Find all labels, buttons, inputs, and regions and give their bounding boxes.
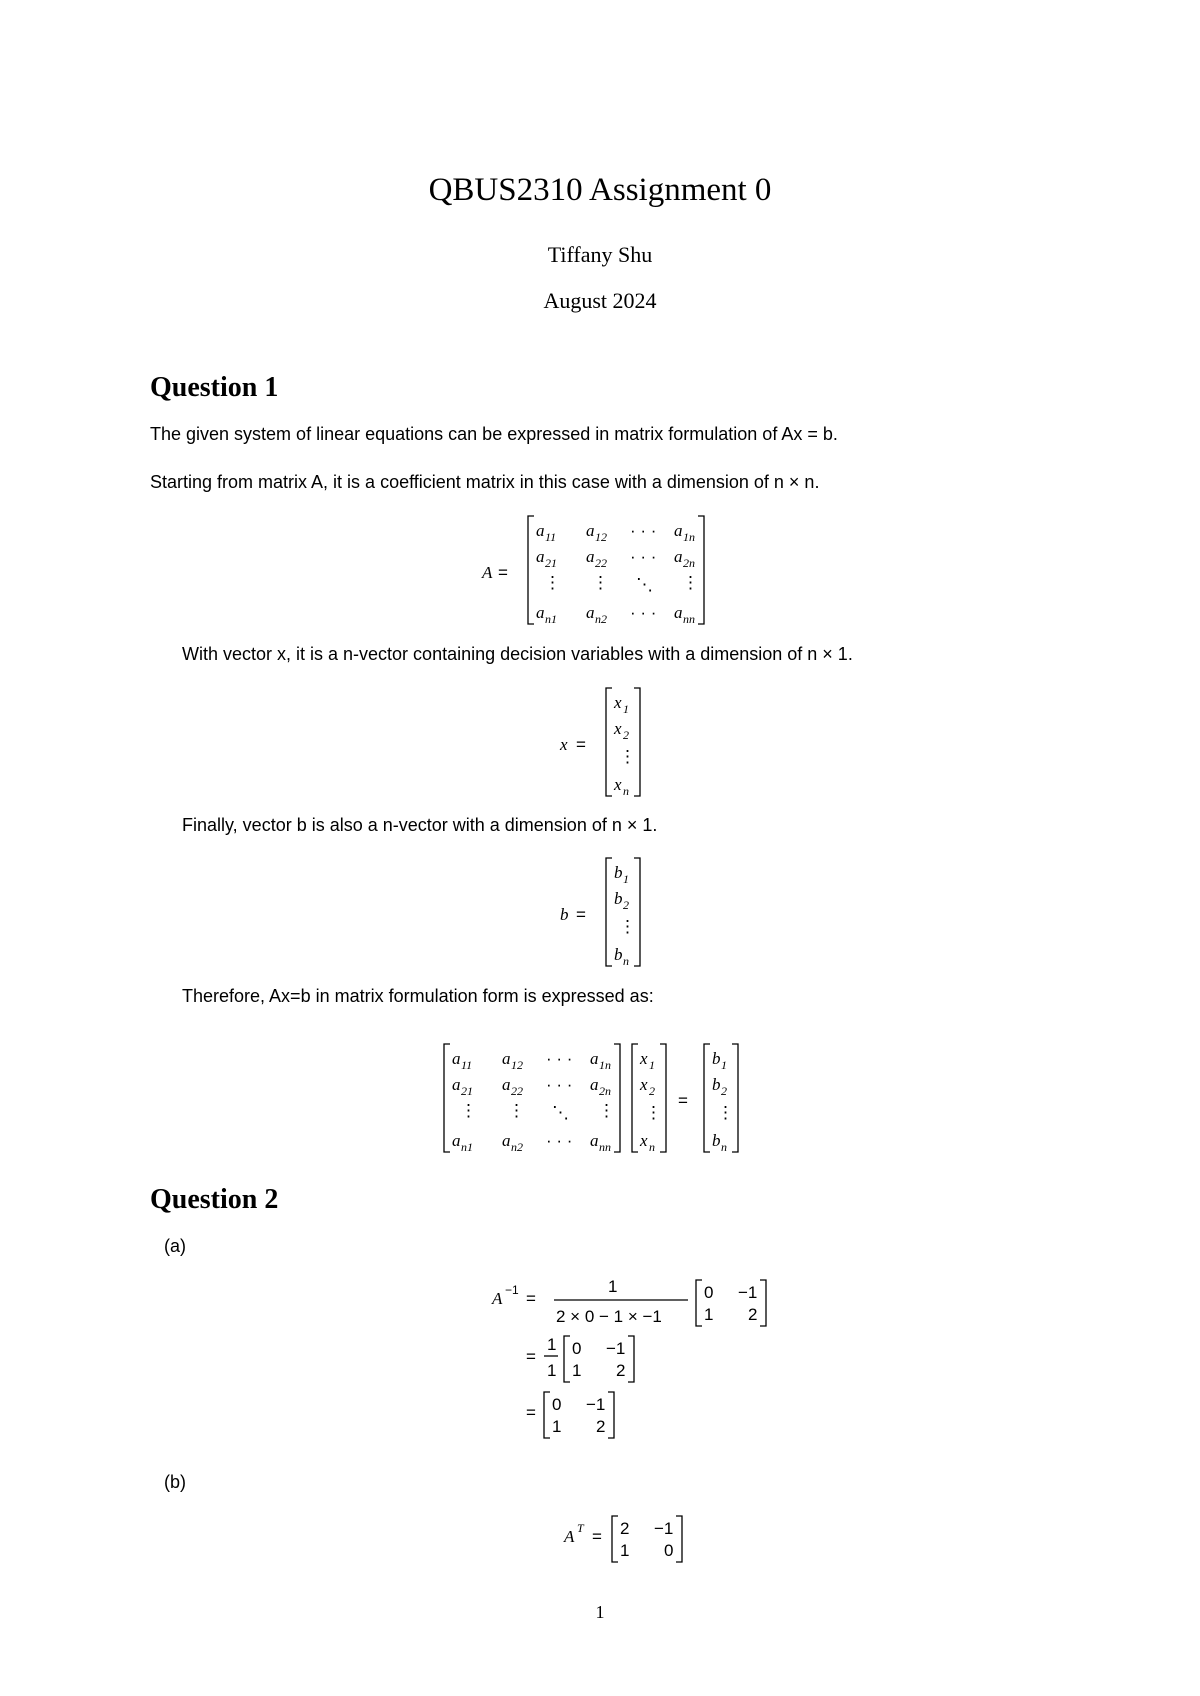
q1-paragraph-2: Starting from matrix A, it is a coefficient matrix in this case with a dimension of n × n. [150, 472, 820, 492]
svg-text:a: a [590, 1075, 599, 1094]
svg-text:2: 2 [623, 728, 629, 742]
transpose-cell: 0 [664, 1541, 674, 1560]
svg-text:⋮: ⋮ [717, 1103, 734, 1122]
svg-text:⋱: ⋱ [552, 1103, 569, 1122]
svg-text:· · ·: · · · [630, 603, 657, 622]
svg-text:12: 12 [511, 1058, 523, 1072]
svg-text:1: 1 [721, 1058, 727, 1072]
svg-text:=: = [592, 1527, 602, 1546]
svg-text:n: n [623, 784, 629, 798]
inv-cell: −1 [738, 1283, 758, 1302]
svg-text:21: 21 [461, 1084, 473, 1098]
svg-text:a: a [502, 1075, 511, 1094]
svg-text:· · ·: · · · [546, 1131, 573, 1150]
inverse-equation [490, 1270, 790, 1450]
svg-text:a: a [586, 547, 595, 566]
svg-text:11: 11 [545, 530, 557, 544]
svg-text:=: = [526, 1403, 536, 1422]
svg-text:21: 21 [545, 556, 557, 570]
inv-cell: 2 [596, 1417, 606, 1436]
vector-b-equation [556, 854, 656, 974]
inv-cell: −1 [606, 1339, 626, 1358]
svg-text:11: 11 [461, 1058, 473, 1072]
svg-text:1: 1 [623, 872, 629, 886]
svg-text:=: = [576, 905, 586, 924]
inv-cell: 0 [572, 1339, 582, 1358]
q2-part-b-label: (b) [164, 1472, 186, 1492]
svg-text:x: x [640, 1131, 648, 1150]
svg-text:a: a [536, 603, 545, 622]
vector-x-equation [556, 684, 656, 804]
q1-paragraph-1: The given system of linear equations can be expressed in matrix formulation of Ax = b. [150, 424, 838, 444]
svg-text:⋮: ⋮ [460, 1101, 477, 1120]
inv-cell: 0 [552, 1395, 562, 1414]
svg-text:x: x [614, 775, 622, 794]
matrix-a-equation [478, 512, 738, 632]
document-title: QBUS2310 Assignment 0 [428, 172, 772, 208]
svg-text:⋮: ⋮ [682, 573, 699, 592]
svg-text:n1: n1 [545, 612, 557, 626]
svg-text:22: 22 [595, 556, 607, 570]
svg-text:· · ·: · · · [630, 521, 657, 540]
transpose-cell: 1 [620, 1541, 630, 1560]
svg-text:T: T [577, 1521, 584, 1535]
ax-equals-b-equation [440, 1040, 780, 1160]
svg-text:a: a [586, 521, 595, 540]
svg-text:A: A [492, 1289, 503, 1308]
svg-text:nn: nn [683, 612, 695, 626]
svg-text:n: n [649, 1140, 655, 1154]
svg-text:nn: nn [599, 1140, 611, 1154]
svg-text:12: 12 [595, 530, 607, 544]
svg-text:a: a [452, 1049, 461, 1068]
svg-text:x: x [614, 719, 622, 738]
inverse-denominator: 2 × 0 − 1 × −1 [556, 1307, 662, 1326]
question-1-heading: Question 1 [150, 372, 279, 403]
question-2-heading: Question 2 [150, 1184, 279, 1215]
svg-text:a: a [590, 1131, 599, 1150]
inv-cell: 1 [572, 1361, 582, 1380]
svg-text:=: = [526, 1347, 536, 1366]
svg-text:x: x [614, 693, 622, 712]
svg-text:· · ·: · · · [630, 547, 657, 566]
svg-text:a: a [590, 1049, 599, 1068]
svg-text:n: n [623, 954, 629, 968]
svg-text:a: a [452, 1131, 461, 1150]
inv-cell: 1 [704, 1305, 714, 1324]
page-number: 1 [595, 1602, 605, 1622]
svg-text:1: 1 [547, 1335, 557, 1354]
svg-text:−1: −1 [505, 1283, 519, 1297]
svg-text:a: a [536, 521, 545, 540]
svg-text:a: a [674, 603, 683, 622]
svg-text:b: b [614, 863, 623, 882]
svg-text:1: 1 [547, 1361, 557, 1380]
inv-cell: 2 [616, 1361, 626, 1380]
svg-text:b: b [614, 945, 623, 964]
svg-text:a: a [452, 1075, 461, 1094]
svg-text:n2: n2 [595, 612, 607, 626]
svg-text:2: 2 [721, 1084, 727, 1098]
svg-text:⋮: ⋮ [619, 747, 636, 766]
svg-text:b: b [614, 889, 623, 908]
svg-text:a: a [502, 1131, 511, 1150]
svg-text:a: a [502, 1049, 511, 1068]
svg-text:b: b [712, 1049, 721, 1068]
svg-text:2: 2 [649, 1084, 655, 1098]
svg-text:a: a [674, 521, 683, 540]
document-date: August 2024 [543, 288, 657, 313]
inv-cell: −1 [586, 1395, 606, 1414]
q2-part-a-label: (a) [164, 1236, 186, 1256]
svg-text:⋱: ⋱ [636, 575, 653, 594]
svg-text:1: 1 [608, 1277, 618, 1296]
svg-text:=: = [526, 1289, 536, 1308]
svg-text:a: a [674, 547, 683, 566]
svg-text:1: 1 [623, 702, 629, 716]
svg-text:⋮: ⋮ [645, 1103, 662, 1122]
document-author: Tiffany Shu [547, 242, 653, 267]
svg-text:b: b [712, 1131, 721, 1150]
svg-text:⋮: ⋮ [592, 573, 609, 592]
svg-text:2: 2 [623, 898, 629, 912]
svg-text:2n: 2n [599, 1084, 611, 1098]
q1-paragraph-5: Therefore, Ax=b in matrix formulation form is expressed as: [182, 986, 654, 1006]
svg-text:⋮: ⋮ [508, 1101, 525, 1120]
svg-text:1n: 1n [599, 1058, 611, 1072]
svg-text:2n: 2n [683, 556, 695, 570]
transpose-cell: −1 [654, 1519, 674, 1538]
svg-text:x: x [640, 1075, 648, 1094]
transpose-cell: 2 [620, 1519, 630, 1538]
svg-text:=: = [498, 563, 508, 582]
svg-text:=: = [678, 1091, 688, 1110]
svg-text:x: x [640, 1049, 648, 1068]
svg-text:⋮: ⋮ [598, 1101, 615, 1120]
svg-text:· · ·: · · · [546, 1049, 573, 1068]
svg-text:x: x [560, 735, 568, 754]
svg-text:⋮: ⋮ [619, 917, 636, 936]
svg-text:1: 1 [649, 1058, 655, 1072]
svg-text:⋮: ⋮ [544, 573, 561, 592]
svg-text:b: b [712, 1075, 721, 1094]
q1-paragraph-4: Finally, vector b is also a n-vector with a dimension of n × 1. [182, 815, 658, 835]
svg-text:1n: 1n [683, 530, 695, 544]
inv-cell: 1 [552, 1417, 562, 1436]
svg-text:n1: n1 [461, 1140, 473, 1154]
svg-text:A: A [482, 563, 493, 582]
svg-text:n: n [721, 1140, 727, 1154]
svg-text:22: 22 [511, 1084, 523, 1098]
svg-text:a: a [536, 547, 545, 566]
inv-cell: 0 [704, 1283, 714, 1302]
transpose-equation [562, 1508, 702, 1568]
svg-text:· · ·: · · · [546, 1075, 573, 1094]
inv-cell: 2 [748, 1305, 758, 1324]
svg-text:A: A [564, 1527, 575, 1546]
svg-text:a: a [586, 603, 595, 622]
q1-paragraph-3: With vector x, it is a n-vector containing decision variables with a dimension of n × 1. [182, 644, 853, 664]
svg-text:b: b [560, 905, 569, 924]
svg-text:=: = [576, 735, 586, 754]
svg-text:n2: n2 [511, 1140, 523, 1154]
